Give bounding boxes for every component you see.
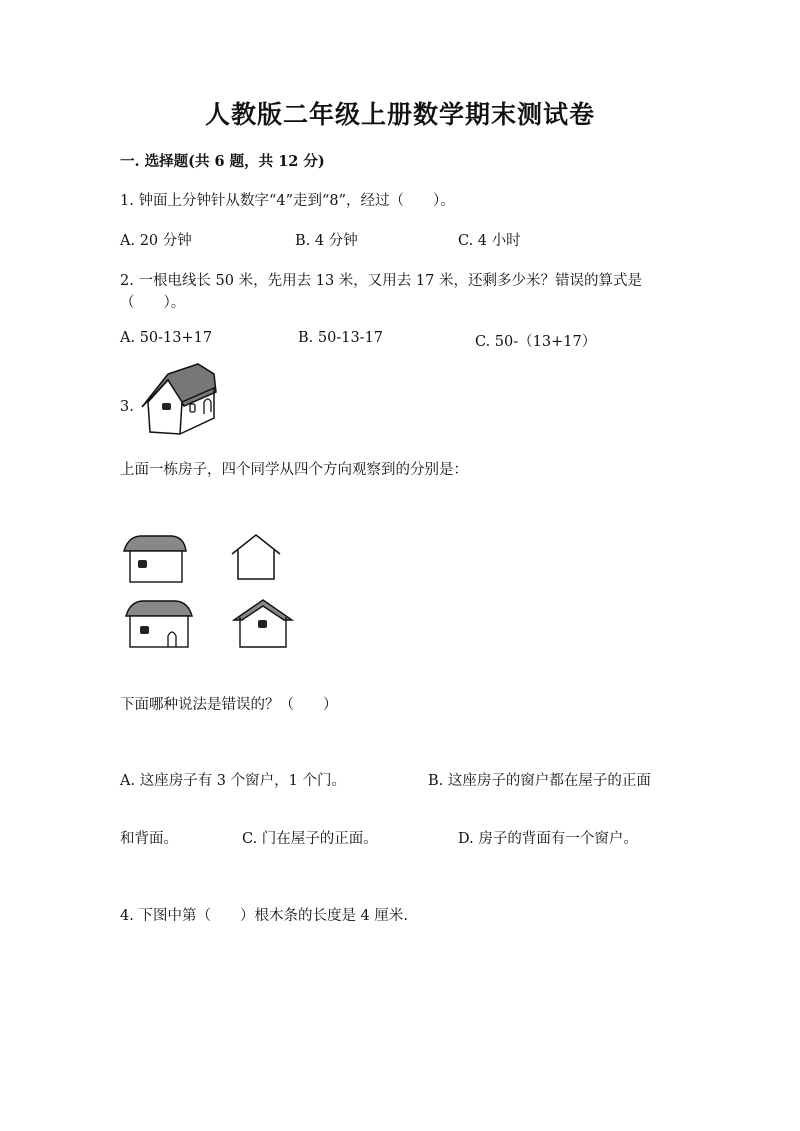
question-2-option-c[interactable]: C. 50-（13+17） [475,334,597,350]
question-3-option-b[interactable]: B. 这座房子的窗户都在屋子的正面 [428,773,651,789]
house-view-1 [122,533,188,585]
question-3-option-a[interactable]: A. 这座房子有 3 个窗户，1 个门。 [120,773,346,789]
question-1-option-a[interactable]: A. 20 分钟 [120,233,192,249]
house-perspective-image [138,362,222,438]
question-1-text: 1. 钟面上分钟针从数字“4”走到“8”，经过（ ）。 [120,193,455,209]
question-1-option-b[interactable]: B. 4 分钟 [295,233,358,249]
question-2-option-b[interactable]: B. 50-13-17 [298,330,384,346]
question-3-option-c[interactable]: C. 门在屋子的正面。 [242,831,378,847]
question-3-option-b-continued: 和背面。 [120,831,178,847]
question-2-text-line1: 2. 一根电线长 50 米，先用去 13 米，又用去 17 米，还剩多少米？错误的算式是 [120,273,642,289]
page-title: 人教版二年级上册数学期末测试卷 [204,100,595,129]
question-3-description: 上面一栋房子，四个同学从四个方向观察到的分别是： [120,462,468,478]
question-1-option-c[interactable]: C. 4 小时 [458,233,521,249]
house-view-3 [124,598,194,650]
question-3-question: 下面哪种说法是错误的？（ ） [120,697,338,713]
question-3-option-d[interactable]: D. 房子的背面有一个窗户。 [458,831,638,847]
question-3-number: 3. [120,399,134,415]
question-4-text: 4. 下图中第（ ）根木条的长度是 4 厘米. [120,908,408,924]
house-view-2 [230,533,282,583]
section-heading: 一. 选择题(共 6 题，共 12 分) [120,153,325,170]
question-2-text-line2: （ ）。 [120,295,186,311]
house-view-4 [232,598,294,650]
question-2-option-a[interactable]: A. 50-13+17 [120,330,213,346]
